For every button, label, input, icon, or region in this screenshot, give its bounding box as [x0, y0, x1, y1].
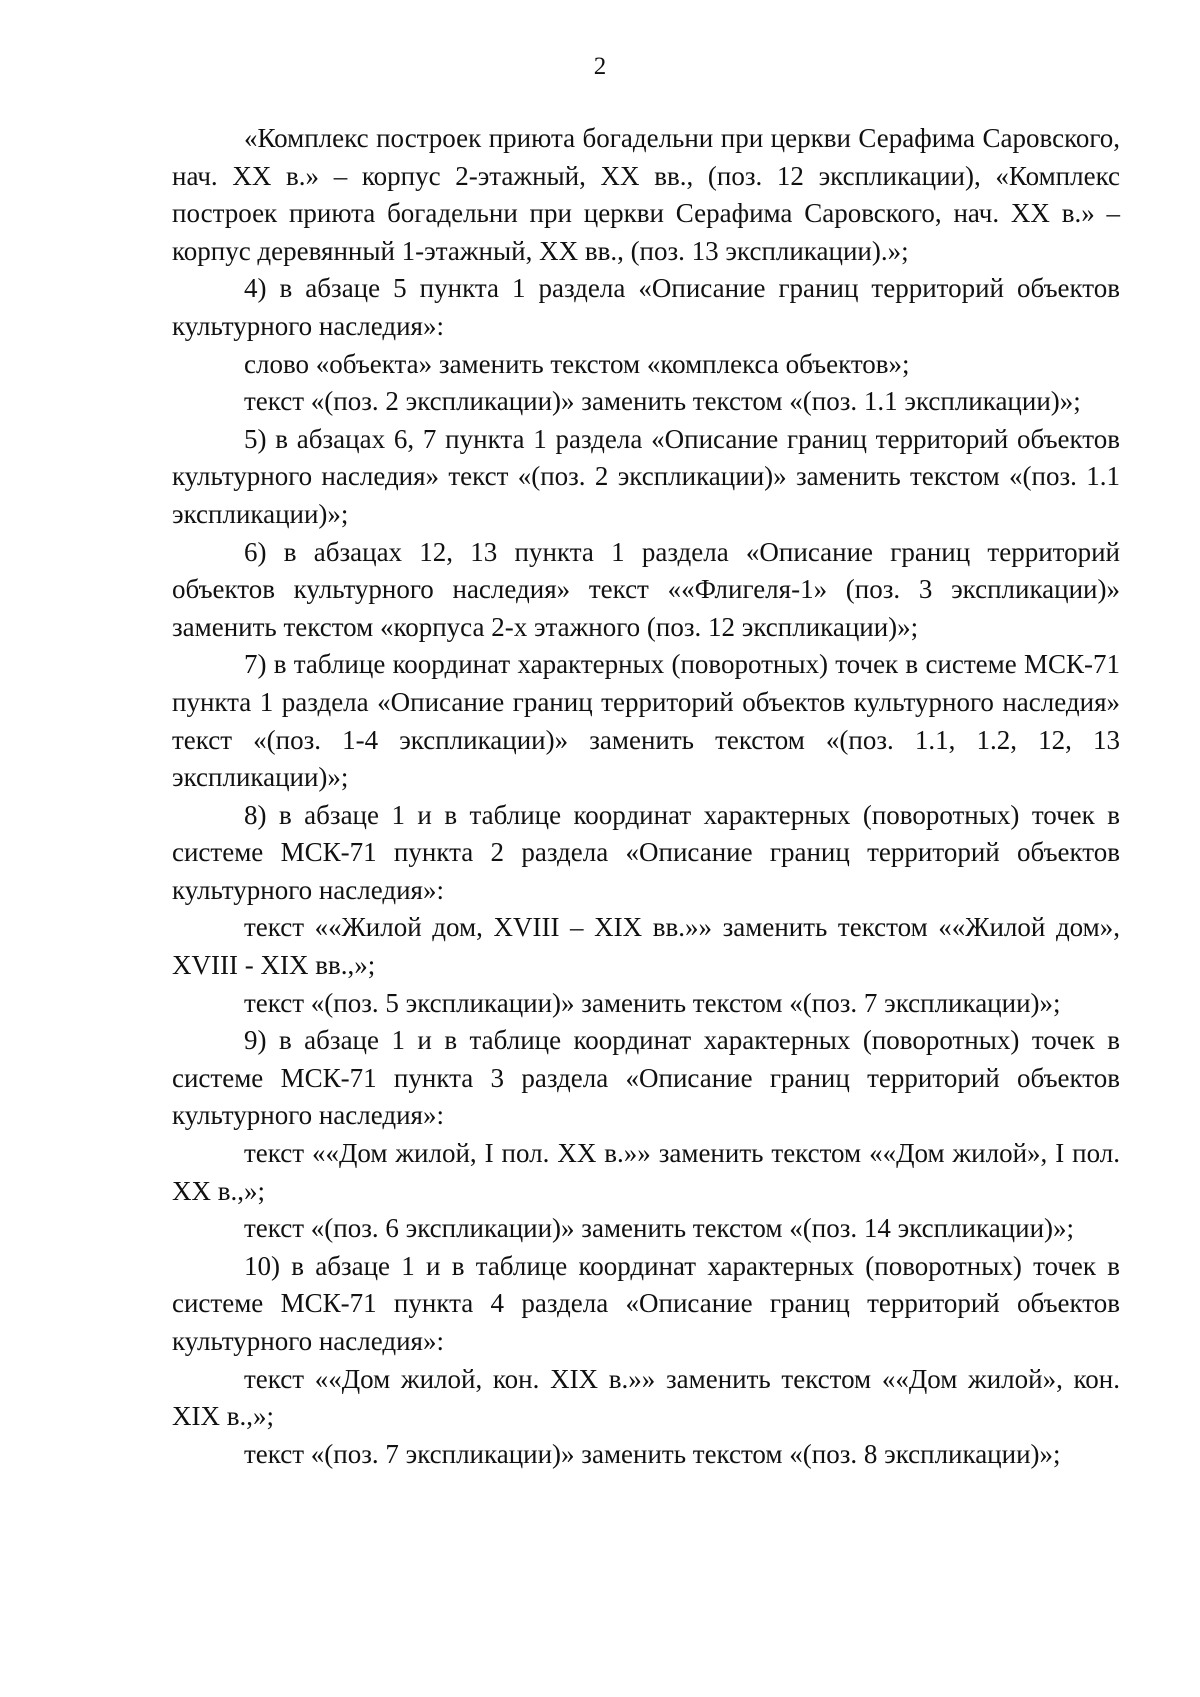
paragraph-item-9: 9) в абзаце 1 и в таблице координат характерных (поворотных) точек в системе МСК-71 пункта 3 раздела «Описание границ территорий объектов культурного наследия»:: [172, 1025, 1120, 1131]
paragraph-item-4-sub-2: текст «(поз. 2 экспликации)» заменить текстом «(поз. 1.1 экспликации)»;: [244, 386, 1081, 417]
paragraph-item-5: 5) в абзацах 6, 7 пункта 1 раздела «Описание границ территорий объектов культурного наследия» текст «(поз. 2 экспликации)» заменить текстом «(поз. 1.1 экспликации)»;: [172, 423, 1120, 529]
paragraph-item-10-sub-1: текст ««Дом жилой, кон. XIX в.»» заменить текстом ««Дом жилой», кон. XIX в.,»;: [172, 1363, 1120, 1432]
paragraph-item-10: 10) в абзаце 1 и в таблице координат характерных (поворотных) точек в системе МСК-71 пункта 4 раздела «Описание границ территорий объектов культурного наследия»:: [172, 1250, 1120, 1356]
paragraph-item-8: 8) в абзаце 1 и в таблице координат характерных (поворотных) точек в системе МСК-71 пункта 2 раздела «Описание границ территорий объектов культурного наследия»:: [172, 799, 1120, 905]
paragraph-item-7: 7) в таблице координат характерных (поворотных) точек в системе МСК-71 пункта 1 раздела «Описание границ территорий объектов культурного наследия» текст «(поз. 1-4 экспликации)» заменить текстом «(поз. 1.1, 1.2, 12, 13 экспликации)»;: [172, 649, 1120, 793]
page-number: 2: [593, 53, 607, 80]
paragraph-item-6: 6) в абзацах 12, 13 пункта 1 раздела «Описание границ территорий объектов культурного наследия» текст ««Флигеля-1» (поз. 3 экспликации)» заменить текстом «корпуса 2-х этажного (поз. 12 экспликации)»;: [172, 536, 1120, 642]
paragraph-item-4-sub-1: слово «объекта» заменить текстом «комплекса объектов»;: [244, 348, 910, 379]
paragraph-item-9-sub-1: текст ««Дом жилой, I пол. XX в.»» заменить текстом ««Дом жилой», I пол. XX в.,»;: [172, 1138, 1120, 1206]
paragraph-item-9-sub-2: текст «(поз. 6 экспликации)» заменить текстом «(поз. 14 экспликации)»;: [244, 1213, 1075, 1244]
paragraph-continuation: «Комплекс построек приюта богадельни при церкви Серафима Саровского, нач. XX в.» – корпус 2-этажный, XX вв., (поз. 12 экспликации), «Комплекс построек приюта богадельни при церкви Серафима Саровского, нач. XX в.» – корпус деревянный 1-этажный, XX вв., (поз. 13 экспликации).»;: [172, 123, 1120, 266]
paragraph-item-8-sub-1: текст ««Жилой дом, XVIII – XIX вв.»» заменить текстом ««Жилой дом», XVIII - XIX вв.,»;: [172, 912, 1120, 981]
paragraph-item-8-sub-2: текст «(поз. 5 экспликации)» заменить текстом «(поз. 7 экспликации)»;: [244, 987, 1061, 1018]
paragraph-item-4: 4) в абзаце 5 пункта 1 раздела «Описание границ территорий объектов культурного наследия»:: [172, 273, 1120, 341]
document-body: [172, 120, 1120, 1473]
paragraph-item-10-sub-2: текст «(поз. 7 экспликации)» заменить текстом «(поз. 8 экспликации)»;: [244, 1438, 1061, 1469]
